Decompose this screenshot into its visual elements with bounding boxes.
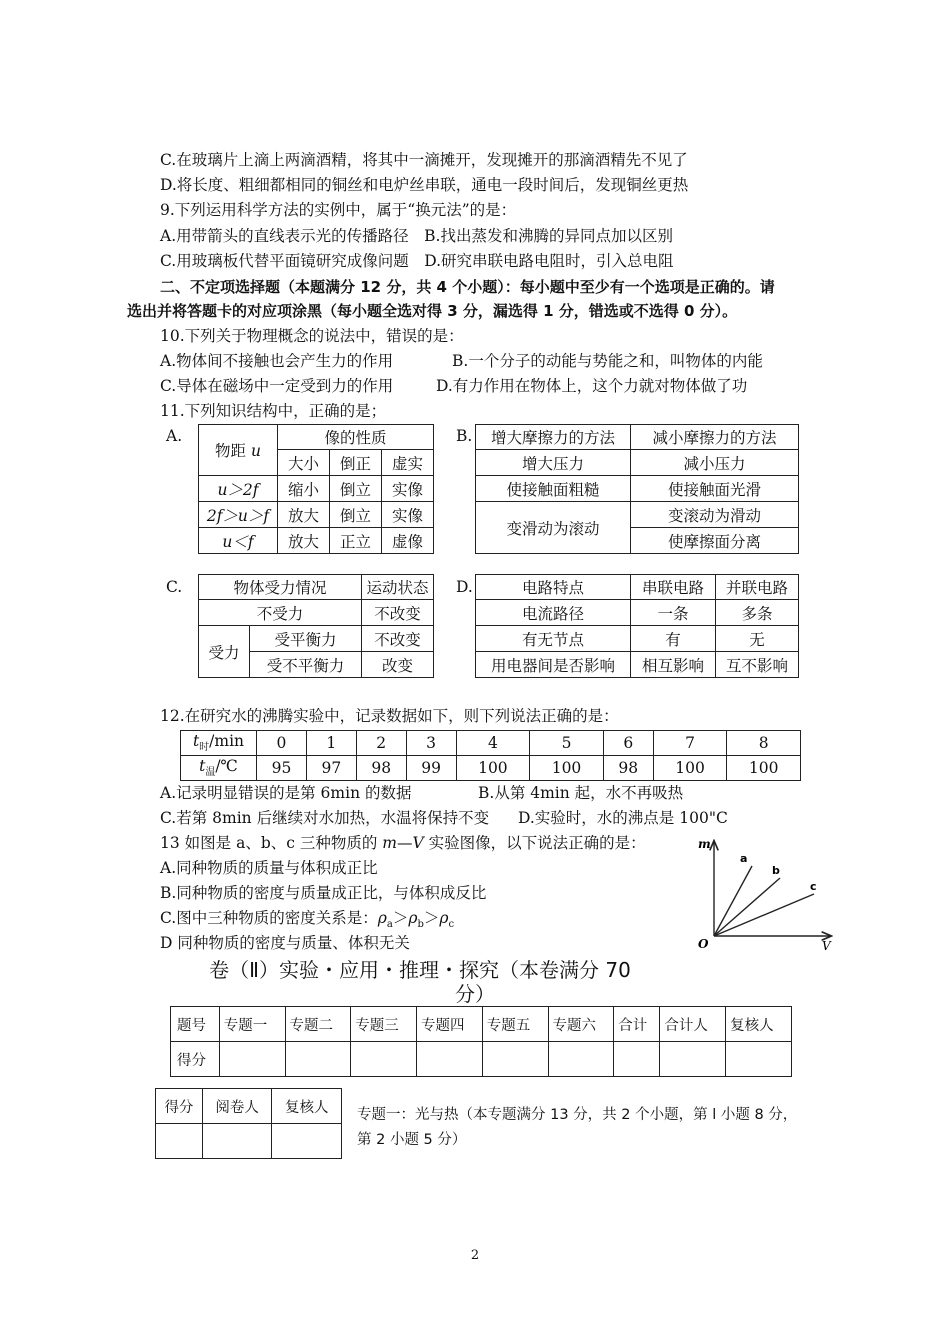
table-cell: 97 xyxy=(306,756,356,781)
grader-table xyxy=(155,1088,342,1159)
header-orientation: 倒正 xyxy=(330,450,382,476)
question-11-stem: 11.下列知识结构中，正确的是； xyxy=(160,402,387,420)
x-axis-label: V xyxy=(822,939,831,953)
table-cell: 5 xyxy=(530,731,604,756)
score-input-cell[interactable] xyxy=(219,1042,285,1077)
score-input-cell[interactable] xyxy=(548,1042,614,1077)
table-cell: 98 xyxy=(603,756,653,781)
table-cell: 95 xyxy=(257,756,307,781)
table-cell: 题号 xyxy=(171,1007,220,1042)
question-13-option-d: D 同种物质的密度与质量、体积无关 xyxy=(160,934,410,952)
question-12-option-a: A.记录明显错误的是第 6min 的数据 xyxy=(160,784,412,802)
table-cell: 专题二 xyxy=(285,1007,351,1042)
y-axis-label: m xyxy=(698,837,711,851)
score-input-cell[interactable] xyxy=(660,1042,726,1077)
score-input-cell[interactable] xyxy=(417,1042,483,1077)
circuit-table xyxy=(475,574,799,678)
table-cell: 100 xyxy=(727,756,801,781)
question-12-option-d: D.实验时，水的沸点是 100"C xyxy=(518,809,728,827)
topic-1-heading-cont: 第 2 小题 5 分） xyxy=(357,1132,467,1148)
header-decrease-friction: 减小摩擦力的方法 xyxy=(631,425,799,450)
table-cell: 受力 xyxy=(199,626,250,678)
table-cell: 复核人 xyxy=(272,1089,342,1124)
header-increase-friction: 增大摩擦力的方法 xyxy=(476,425,631,450)
table-b-tag: B. xyxy=(456,427,473,445)
table-cell: 变滚动为滑动 xyxy=(631,502,799,528)
row-head-temperature: $t_温/℃$ xyxy=(181,756,257,781)
table-cell: 100 xyxy=(530,756,604,781)
section-2-heading-cont: 选出并将答题卡的对应项涂黑（每小题全选对得 3 分，漏选得 1 分，错选或不选得 0 分）。 xyxy=(127,302,738,320)
table-cell: 专题五 xyxy=(482,1007,548,1042)
part-2-title: 卷（Ⅱ）实验・应用・推理・探究（本卷满分 70 xyxy=(209,958,631,982)
line-b xyxy=(714,878,780,936)
table-cell: 100 xyxy=(456,756,530,781)
table-cell: 虚像 xyxy=(382,528,434,554)
table-cell: 98 xyxy=(356,756,406,781)
line-c-label: c xyxy=(810,880,817,893)
table-cell: 倒立 xyxy=(330,502,382,528)
boiling-data-table xyxy=(180,730,801,781)
header-size: 大小 xyxy=(278,450,330,476)
table-cell: 不受力 xyxy=(199,600,362,626)
question-12-option-c: C.若第 8min 后继续对水加热，水温将保持不变 xyxy=(160,809,490,827)
question-12-option-b: B.从第 4min 起，水不再吸热 xyxy=(478,784,684,802)
question-13-option-a: A.同种物质的质量与体积成正比 xyxy=(160,859,378,877)
question-13-option-c: C.图中三种物质的密度关系是：$\rho_a>\rho_b>\rho_c$ xyxy=(160,909,455,931)
table-cell: u＞2f xyxy=(199,476,278,502)
part-2-title-cont: 分） xyxy=(455,982,495,1006)
table-cell: 减小压力 xyxy=(631,450,799,476)
table-cell: 实像 xyxy=(382,476,434,502)
table-cell: 受平衡力 xyxy=(250,626,362,652)
friction-table xyxy=(475,424,799,554)
table-cell: 放大 xyxy=(278,502,330,528)
table-cell: 0 xyxy=(257,731,307,756)
table-d-tag: D. xyxy=(456,578,473,596)
question-9-stem: 9.下列运用科学方法的实例中，属于“换元法”的是： xyxy=(160,201,517,219)
score-input-cell[interactable] xyxy=(202,1124,272,1159)
table-cell: 缩小 xyxy=(278,476,330,502)
table-cell: 正立 xyxy=(330,528,382,554)
question-10-option-a: A.物体间不接触也会产生力的作用 xyxy=(160,352,394,370)
line-a xyxy=(714,866,752,936)
table-cell: 互不影响 xyxy=(716,652,799,678)
score-input-cell[interactable] xyxy=(614,1042,660,1077)
question-10-option-d: D.有力作用在物体上，这个力就对物体做了功 xyxy=(436,377,748,395)
table-cell: 合计 xyxy=(614,1007,660,1042)
table-cell: 1 xyxy=(306,731,356,756)
table-cell: 倒立 xyxy=(330,476,382,502)
score-table xyxy=(170,1006,792,1077)
table-cell: 实像 xyxy=(382,502,434,528)
line-a-label: a xyxy=(740,852,748,865)
score-input-cell[interactable] xyxy=(156,1124,203,1159)
topic-1-heading: 专题一：光与热（本专题满分 13 分，共 2 个小题，第 l 小题 8 分， xyxy=(357,1107,798,1123)
table-cell: 使接触面光滑 xyxy=(631,476,799,502)
origin-label: O xyxy=(698,937,709,951)
table-cell: 4 xyxy=(456,731,530,756)
score-input-cell[interactable] xyxy=(726,1042,792,1077)
row-head-time: $t_时/\min$ xyxy=(181,731,257,756)
table-cell: 使接触面粗糙 xyxy=(476,476,631,502)
table-cell: 专题四 xyxy=(417,1007,483,1042)
line-c xyxy=(714,894,814,936)
header-series: 串联电路 xyxy=(631,575,716,600)
table-cell: 相互影响 xyxy=(631,652,716,678)
table-cell: 专题六 xyxy=(548,1007,614,1042)
table-cell: 使摩擦面分离 xyxy=(631,528,799,554)
header-parallel: 并联电路 xyxy=(716,575,799,600)
table-cell: 专题三 xyxy=(351,1007,417,1042)
table-cell: 得分 xyxy=(171,1042,220,1077)
header-real-virtual: 虚实 xyxy=(382,450,434,476)
question-10-option-c: C.导体在磁场中一定受到力的作用 xyxy=(160,377,394,395)
table-cell: 100 xyxy=(653,756,727,781)
table-cell: 3 xyxy=(406,731,456,756)
table-cell: 8 xyxy=(727,731,801,756)
header-image-properties: 像的性质 xyxy=(278,425,434,450)
table-cell: 99 xyxy=(406,756,456,781)
table-cell: 2 xyxy=(356,731,406,756)
table-cell: 多条 xyxy=(716,600,799,626)
line-b-label: b xyxy=(772,864,780,877)
score-input-cell[interactable] xyxy=(482,1042,548,1077)
question-9-options-ab: A.用带箭头的直线表示光的传播路径 B.找出蒸发和沸腾的异同点加以区别 xyxy=(160,227,673,245)
table-cell: 受不平衡力 xyxy=(250,652,362,678)
table-cell: 合计人 xyxy=(660,1007,726,1042)
table-cell: 有 xyxy=(631,626,716,652)
table-cell: u＜f xyxy=(199,528,278,554)
table-cell: 增大压力 xyxy=(476,450,631,476)
score-input-cell[interactable] xyxy=(351,1042,417,1077)
force-motion-table xyxy=(198,574,434,678)
score-input-cell[interactable] xyxy=(272,1124,342,1159)
table-cell: 无 xyxy=(716,626,799,652)
question-13-stem: 13 如图是 a、b、c 三种物质的 m—V 实验图像，以下说法正确的是： xyxy=(160,834,646,852)
page-number: 2 xyxy=(470,1248,480,1263)
table-c-tag: C. xyxy=(166,578,183,596)
text-line: C.在玻璃片上滴上两滴酒精，将其中一滴摊开，发现摊开的那滴酒精先不见了 xyxy=(160,151,688,169)
table-cell: 改变 xyxy=(361,652,433,678)
question-13-option-b: B.同种物质的密度与质量成正比，与体积成反比 xyxy=(160,884,487,902)
text-line: D.将长度、粗细都相同的铜丝和电炉丝串联，通电一段时间后，发现铜丝更热 xyxy=(160,176,689,194)
section-2-heading: 二、不定项选择题（本题满分 12 分，共 4 个小题）：每小题中至少有一个选项是正确的。请 xyxy=(160,278,775,296)
m-v-graph xyxy=(690,832,840,956)
table-cell: 有无节点 xyxy=(476,626,631,652)
header-circuit-feature: 电路特点 xyxy=(476,575,631,600)
table-cell: 不改变 xyxy=(361,626,433,652)
table-cell: 变滑动为滚动 xyxy=(476,502,631,554)
table-cell: 不改变 xyxy=(361,600,433,626)
question-10-stem: 10.下列关于物理概念的说法中，错误的是： xyxy=(160,327,464,345)
question-9-options-cd: C.用玻璃板代替平面镜研究成像问题 D.研究串联电路电阻时，引入总电阻 xyxy=(160,252,674,270)
table-cell: 电流路径 xyxy=(476,600,631,626)
table-cell: 用电器间是否影响 xyxy=(476,652,631,678)
table-cell: 7 xyxy=(653,731,727,756)
table-cell: 一条 xyxy=(631,600,716,626)
table-cell: 6 xyxy=(603,731,653,756)
header-object-distance: 物距 u xyxy=(199,425,278,476)
question-10-option-b: B.一个分子的动能与势能之和，叫物体的内能 xyxy=(452,352,763,370)
table-cell: 复核人 xyxy=(726,1007,792,1042)
header-force-condition: 物体受力情况 xyxy=(199,575,362,600)
table-a-tag: A. xyxy=(166,427,183,445)
table-cell: 专题一 xyxy=(219,1007,285,1042)
table-cell: 放大 xyxy=(278,528,330,554)
table-cell: 2f＞u＞f xyxy=(199,502,278,528)
question-12-stem: 12.在研究水的沸腾实验中，记录数据如下，则下列说法正确的是： xyxy=(160,707,619,725)
score-input-cell[interactable] xyxy=(285,1042,351,1077)
table-cell: 阅卷人 xyxy=(202,1089,272,1124)
header-motion-state: 运动状态 xyxy=(361,575,433,600)
lens-image-table xyxy=(198,424,434,554)
table-cell: 得分 xyxy=(156,1089,203,1124)
